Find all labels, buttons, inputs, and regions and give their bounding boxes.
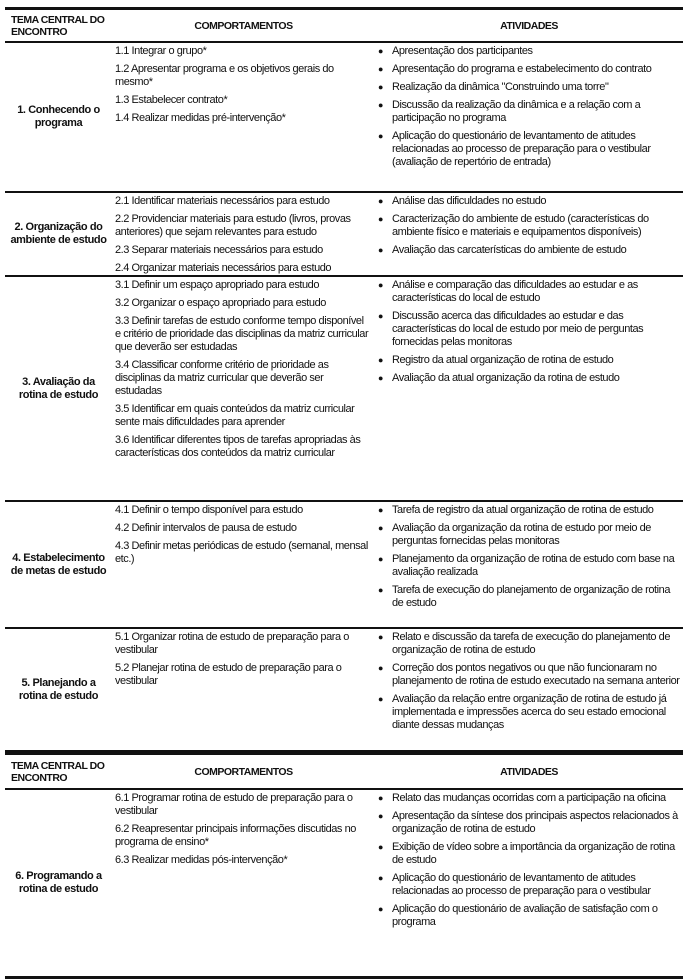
behaviors-cell <box>112 277 375 500</box>
activity-text: Avaliação da organização da rotina de estudo por meio de perguntas fornecidas pelas monitoras <box>392 522 651 547</box>
activities-cell <box>375 277 683 500</box>
activity-text: Realização da dinâmica "Construindo uma torre" <box>392 81 609 93</box>
activity-text: Apresentação do programa e estabelecimento do contrato <box>392 63 652 75</box>
activity-item <box>378 631 683 657</box>
bullet-icon: ● <box>378 632 383 642</box>
behavior-item: 1.1 Integrar o grupo* <box>115 45 207 57</box>
activity-item <box>378 504 683 517</box>
section-theme <box>5 193 112 275</box>
section-theme-label: 1. Conhecendo o programa <box>17 104 100 129</box>
activity-item <box>378 553 683 579</box>
activity-item <box>378 354 683 367</box>
bullet-icon: ● <box>378 214 383 224</box>
bullet-icon: ● <box>378 46 383 56</box>
activity-text: Aplicação do questionário de avaliação de satisfação com o programa <box>392 903 658 928</box>
behavior-item: 1.3 Estabelecer contrato* <box>115 94 228 106</box>
activity-text: Tarefa de registro da atual organização de rotina de estudo <box>392 504 654 516</box>
bullet-icon: ● <box>378 311 383 321</box>
header-behaviors: COMPORTAMENTOS <box>194 765 293 778</box>
activity-text: Discussão da realização da dinâmica e a relação com a participação no programa <box>392 99 641 124</box>
bullet-icon: ● <box>378 196 383 206</box>
behavior-item: 5.1 Organizar rotina de estudo de preparação para o vestibular <box>115 631 349 656</box>
activity-item <box>378 310 683 349</box>
section-theme <box>5 277 112 500</box>
bullet-icon: ● <box>378 873 383 883</box>
header-activities: ATIVIDADES <box>500 19 558 32</box>
bullet-icon: ● <box>378 82 383 92</box>
bullet-icon: ● <box>378 904 383 914</box>
activity-item <box>378 522 683 548</box>
activity-text: Registro da atual organização de rotina de estudo <box>392 354 614 366</box>
activity-item <box>378 213 683 239</box>
activity-item <box>378 810 683 836</box>
activity-item <box>378 903 683 929</box>
behaviors-cell <box>112 790 375 976</box>
bullet-icon: ● <box>378 793 383 803</box>
activity-text: Planejamento da organização de rotina de estudo com base na avaliação realizada <box>392 553 675 578</box>
behavior-item: 6.1 Programar rotina de estudo de preparação para o vestibular <box>115 792 353 817</box>
activity-text: Exibição de vídeo sobre a importância da organização de rotina de estudo <box>392 841 675 866</box>
activities-cell <box>375 790 683 976</box>
table-section <box>5 193 683 277</box>
activity-item <box>378 372 683 385</box>
behaviors-cell <box>112 43 375 191</box>
activity-text: Aplicação do questionário de levantamento de atitudes relacionadas ao processo de preparação para o vestibular (avaliação de repertório de entrada) <box>392 130 651 168</box>
behavior-item: 6.3 Realizar medidas pós-intervenção* <box>115 854 288 866</box>
table-section <box>5 629 683 752</box>
bullet-icon: ● <box>378 280 383 290</box>
behavior-item: 3.1 Definir um espaço apropriado para estudo <box>115 279 320 291</box>
bullet-icon: ● <box>378 554 383 564</box>
behavior-item: 2.2 Providenciar materiais para estudo (livros, provas anteriores) que sejam relevantes para estudo <box>115 213 351 238</box>
activity-item <box>378 792 683 805</box>
activity-text: Caracterização do ambiente de estudo (características do ambiente físico e materiais e equipamentos disponíveis) <box>392 213 649 238</box>
activity-text: Aplicação do questionário de levantamento de atitudes relacionadas ao processo de preparação para o vestibular <box>392 872 651 897</box>
activity-item <box>378 81 683 94</box>
activity-text: Apresentação da síntese dos principais aspectos relacionados à organização de rotina de estudo <box>392 810 678 835</box>
behavior-item: 3.4 Classificar conforme critério de prioridade as disciplinas da matriz curricular que deverão ser estudadas <box>115 359 329 397</box>
behavior-item: 5.2 Planejar rotina de estudo de preparação para o vestibular <box>115 662 342 687</box>
activity-text: Relato das mudanças ocorridas com a participação na oficina <box>392 792 666 804</box>
bullet-icon: ● <box>378 505 383 515</box>
behavior-item: 2.1 Identificar materiais necessários para estudo <box>115 195 330 207</box>
behavior-item: 4.3 Definir metas periódicas de estudo (semanal, mensal etc.) <box>115 540 368 565</box>
bullet-icon: ● <box>378 373 383 383</box>
activity-text: Avaliação da relação entre organização de rotina de estudo já implementada e impressões acerca do seu estado emocional diante dessas mudanças <box>392 693 667 731</box>
behaviors-cell <box>112 502 375 627</box>
activity-text: Discussão acerca das dificuldades ao estudar e das características do local de estudo por meio de perguntas fornecidas pelas monitoras <box>392 310 644 348</box>
activity-text: Avaliação da atual organização da rotina de estudo <box>392 372 620 384</box>
behavior-item: 4.1 Definir o tempo disponível para estudo <box>115 504 303 516</box>
section-theme-label: 6. Programando a rotina de estudo <box>15 870 102 895</box>
activity-item <box>378 244 683 257</box>
table-section <box>5 502 683 629</box>
section-theme-label: 3. Avaliação da rotina de estudo <box>18 375 99 401</box>
bullet-icon: ● <box>378 131 383 141</box>
activity-item <box>378 279 683 305</box>
behavior-item: 6.2 Reapresentar principais informações discutidas no programa de ensino* <box>115 823 356 848</box>
behavior-item: 1.4 Realizar medidas pré-intervenção* <box>115 112 286 124</box>
bullet-icon: ● <box>378 585 383 595</box>
behavior-item: 3.6 Identificar diferentes tipos de tarefas apropriadas às características dos conteúdos da matriz curricular <box>115 434 361 459</box>
bullet-icon: ● <box>378 663 383 673</box>
table-section <box>5 790 683 979</box>
behavior-item: 3.2 Organizar o espaço apropriado para estudo <box>115 297 326 309</box>
table-section <box>5 277 683 502</box>
activity-item <box>378 99 683 125</box>
activity-item <box>378 45 683 58</box>
section-theme-label: 5. Planejando a rotina de estudo <box>18 676 99 702</box>
behaviors-cell <box>112 629 375 750</box>
activity-text: Análise e comparação das dificuldades ao estudar e as características do local de estudo <box>392 279 638 304</box>
activity-item <box>378 693 683 732</box>
header-activities: ATIVIDADES <box>500 765 558 778</box>
program-table <box>5 7 683 979</box>
bullet-icon: ● <box>378 245 383 255</box>
header-behaviors: COMPORTAMENTOS <box>194 19 293 32</box>
header-theme: TEMA CENTRAL DO ENCONTRO <box>11 759 105 784</box>
activity-item <box>378 841 683 867</box>
activity-item <box>378 195 683 208</box>
activity-text: Apresentação dos participantes <box>392 45 533 57</box>
activity-text: Avaliação das carcaterísticas do ambiente de estudo <box>392 244 627 256</box>
activities-cell <box>375 43 683 191</box>
activities-cell <box>375 193 683 275</box>
section-theme <box>5 43 112 191</box>
section-theme <box>5 790 112 976</box>
activity-text: Relato e discussão da tarefa de execução do planejamento de organização de rotina de estudo <box>392 631 670 656</box>
bullet-icon: ● <box>378 64 383 74</box>
header-theme: TEMA CENTRAL DO ENCONTRO <box>11 13 105 38</box>
section-theme-label: 4. Estabelecimento de metas de estudo <box>10 551 107 577</box>
activity-text: Tarefa de execução do planejamento de organização de rotina de estudo <box>392 584 670 609</box>
table-header <box>5 752 683 790</box>
activities-cell <box>375 629 683 750</box>
activity-item <box>378 662 683 688</box>
activities-cell <box>375 502 683 627</box>
behavior-item: 1.2 Apresentar programa e os objetivos gerais do mesmo* <box>115 63 334 88</box>
behavior-item: 3.3 Definir tarefas de estudo conforme tempo disponível e critério de prioridade das disciplinas da matriz curricular que deverão ser estudadas <box>115 315 369 353</box>
section-theme <box>5 629 112 750</box>
behavior-item: 3.5 Identificar em quais conteúdos da matriz curricular sente mais dificuldades para aprender <box>115 403 355 428</box>
activity-item <box>378 63 683 76</box>
behaviors-cell <box>112 193 375 275</box>
bullet-icon: ● <box>378 100 383 110</box>
behavior-item: 2.4 Organizar materiais necessários para estudo <box>115 262 332 274</box>
activity-text: Análise das dificuldades no estudo <box>392 195 547 207</box>
table-section <box>5 43 683 193</box>
activity-item <box>378 584 683 610</box>
bullet-icon: ● <box>378 694 383 704</box>
bullet-icon: ● <box>378 523 383 533</box>
section-theme <box>5 502 112 627</box>
table-header <box>5 7 683 43</box>
activity-item <box>378 130 683 169</box>
behavior-item: 4.2 Definir intervalos de pausa de estudo <box>115 522 297 534</box>
behavior-item: 2.3 Separar materiais necessários para estudo <box>115 244 323 256</box>
bullet-icon: ● <box>378 811 383 821</box>
bullet-icon: ● <box>378 842 383 852</box>
bullet-icon: ● <box>378 355 383 365</box>
activity-item <box>378 872 683 898</box>
section-theme-label: 2. Organização do ambiente de estudo <box>10 221 107 246</box>
activity-text: Correção dos pontos negativos ou que não funcionaram no planejamento de rotina de estudo executado na semana anterior <box>392 662 680 687</box>
